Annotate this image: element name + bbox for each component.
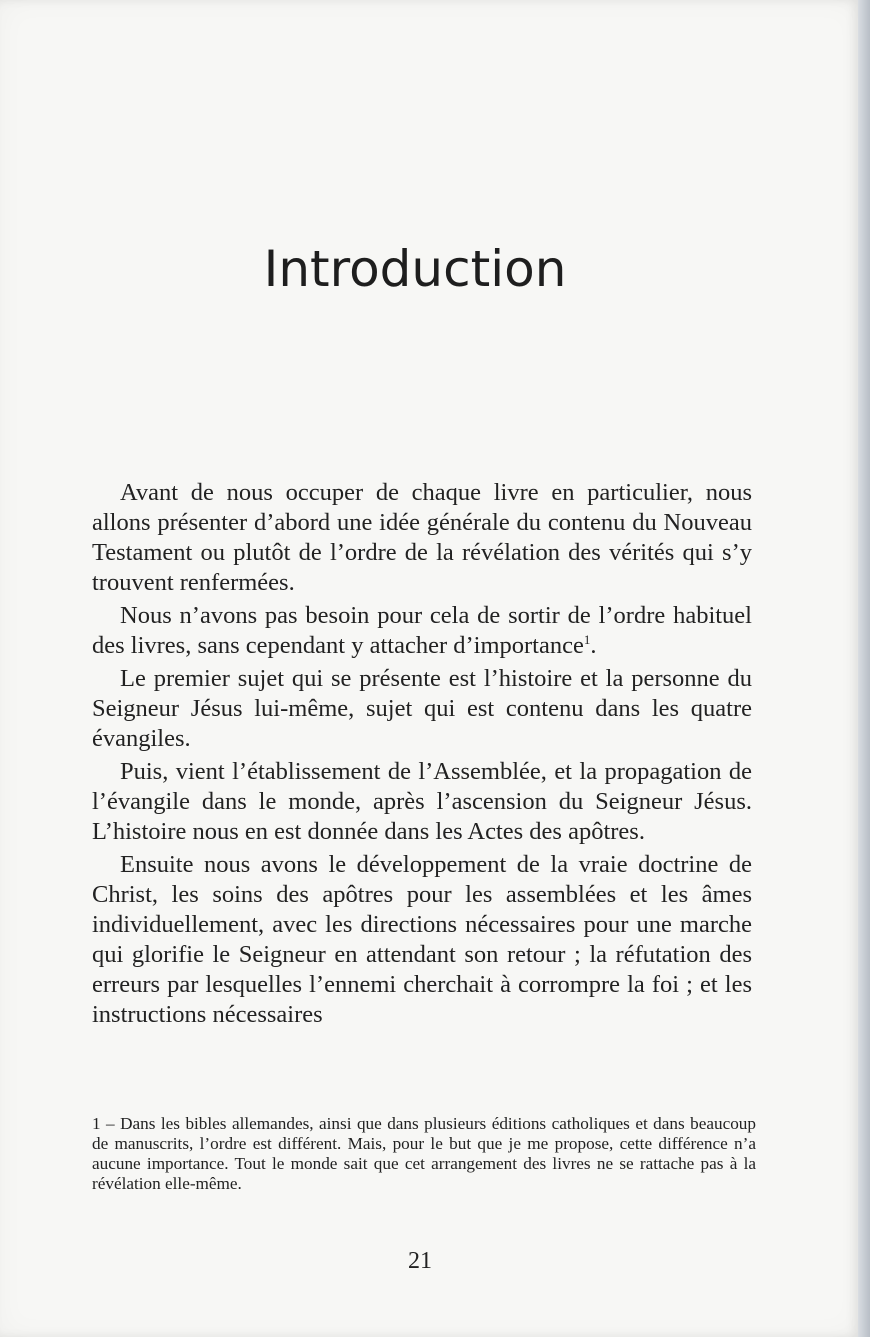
paragraph-2-text: Nous n’avons pas besoin pour cela de sortir de l’ordre habituel des livres, sans cependant y attacher d’importance <box>92 602 752 659</box>
paragraph-2 <box>92 601 752 661</box>
page-edge <box>858 0 870 1337</box>
footnote: 1 – Dans les bibles allemandes, ainsi que dans plusieurs éditions catholiques et dans beaucoup de manuscrits, l’ordre est différent. Mais, pour le but que je me propose, cette différence n’a aucune importance. Tout le monde sait que cet arrangement des livres ne se rattache pas à la révélation elle-même. <box>92 1114 756 1193</box>
paragraph-1: Avant de nous occuper de chaque livre en particulier, nous allons présenter d’abord une idée générale du contenu du Nouveau Testament ou plutôt de l’ordre de la révélation des vérités qui s’y trouvent renfermées. <box>92 479 752 596</box>
footnote-reference: 1 <box>583 631 591 647</box>
paragraph-4: Puis, vient l’établissement de l’Assemblée, et la propagation de l’évangile dans le monde, après l’ascension du Seigneur Jésus. L’histoire nous en est donnée dans les Actes des apôtres. <box>92 758 752 845</box>
paragraph-3: Le premier sujet qui se présente est l’histoire et la personne du Seigneur Jésus lui-même, sujet qui est contenu dans les quatre évangiles. <box>92 665 752 752</box>
chapter-title: Introduction <box>263 240 567 298</box>
paragraph-5: Ensuite nous avons le développement de la vraie doctrine de Christ, les soins des apôtres pour les assemblées et les âmes individuellement, avec les directions nécessaires pour une marche qui glorifie le Seigneur en attendant son retour ; la réfutation des erreurs par lesquelles l’ennemi cherchait à corrompre la foi ; et les instructions nécessaires <box>92 851 752 1028</box>
body-text <box>92 478 752 1033</box>
paragraph-2-end: . <box>590 632 597 659</box>
page-number: 21 <box>408 1248 432 1274</box>
